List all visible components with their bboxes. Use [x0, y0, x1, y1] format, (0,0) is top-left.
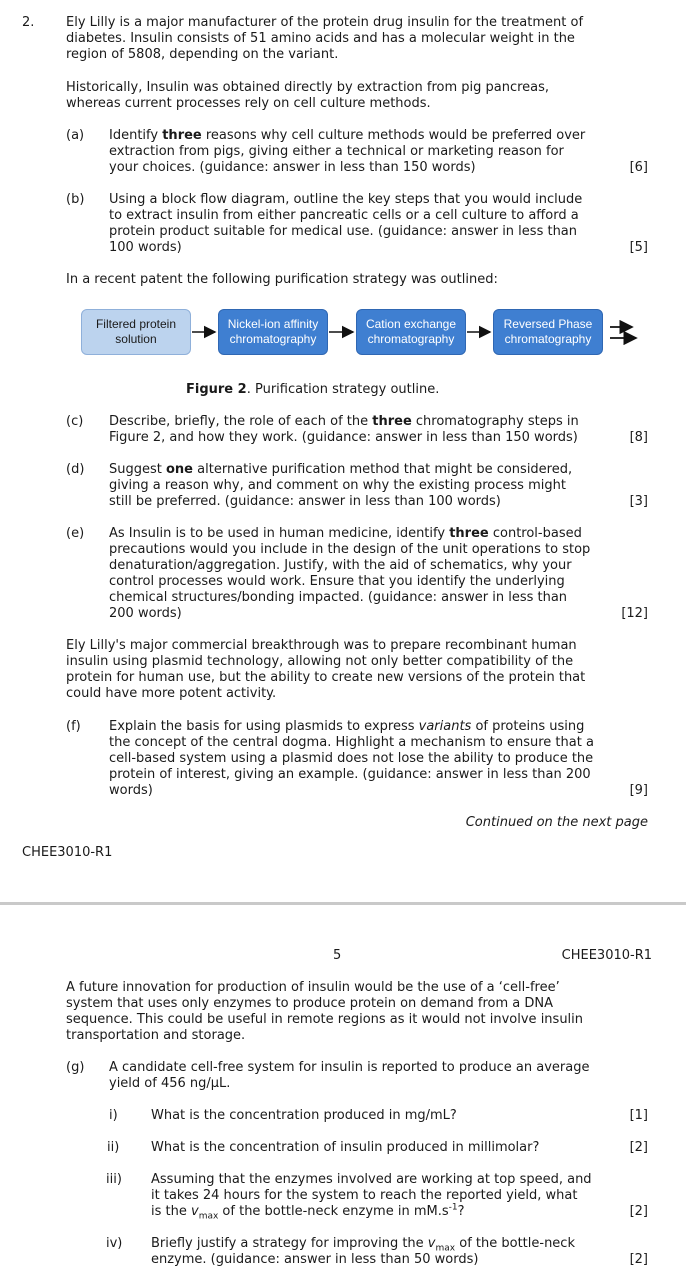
history-paragraph	[66, 80, 549, 112]
patent-line: In a recent patent the following purification strategy was outlined:	[66, 272, 498, 287]
part-g-text: A candidate cell-free system for insulin is reported to produce an average yield of 456 ng/μL.	[109, 1060, 590, 1091]
part-c-label: (c)	[66, 414, 84, 429]
intro-paragraph	[66, 15, 583, 63]
sub-i-marks: [1]	[629, 1108, 648, 1123]
part-b-label: (b)	[66, 192, 85, 207]
sub-iii-text: Assuming that the enzymes involved are working at top speed, and it takes 24 hours for the system to reach the reported yield, what is the $v_{max}$ of the bottle-neck enzyme in $mM.s^{-1}$?	[151, 1172, 592, 1222]
part-a-label: (a)	[66, 128, 85, 143]
sub-iii-marks: [2]	[629, 1204, 648, 1219]
part-g-label: (g)	[66, 1060, 85, 1075]
sub-iv-label: iv)	[106, 1236, 123, 1251]
part-f-marks: [9]	[629, 783, 648, 798]
sub-i-text: What is the concentration produced in mg/mL?	[151, 1108, 457, 1123]
part-e-marks: [12]	[621, 606, 648, 621]
continued-note: Continued on the next page	[465, 815, 648, 830]
footer-course-code: CHEE3010-R1	[22, 845, 113, 860]
figure-caption: Figure 2. Purification strategy outline.	[186, 382, 440, 397]
page-divider	[0, 902, 686, 905]
question-number: 2.	[22, 15, 35, 30]
sub-ii-label: ii)	[107, 1140, 120, 1155]
part-f-text: Explain the basis for using plasmids to express variants of proteins using the concept of the central dogma. Highlight a mechanism to ensure that a cell-based system using a plasmid does not lose the ability to produce the protein of interest, giving an example. (guidance: answer in less than 200 words)	[109, 719, 594, 798]
part-d-text: Suggest one alternative purification method that might be considered, giving a reason why, and comment on why the existing process might still be preferred. (guidance: answer in less than 100 words)	[109, 462, 573, 509]
part-c-text: Describe, briefly, the role of each of the three chromatography steps in Figure 2, and how they work. (guidance: answer in less than 150 words)	[109, 414, 579, 445]
part-b-text: Using a block flow diagram, outline the key steps that you would include to extract insulin from either pancreatic cells or a cell culture to afford a protein product suitable for medical use. (guidance: answer in less than 100 words)	[109, 192, 583, 255]
part-d-marks: [3]	[629, 494, 648, 509]
intro-line: diabetes. Insulin consists of 51 amino acids and has a molecular weight in the	[66, 31, 575, 46]
header-course-code: CHEE3010-R1	[561, 948, 652, 963]
flow-arrows	[0, 300, 686, 364]
flow-box-cation-exchange: Cation exchange chromatography	[356, 309, 466, 355]
part-a-marks: [6]	[629, 160, 648, 175]
part-b-marks: [5]	[629, 240, 648, 255]
future-paragraph: A future innovation for production of insulin would be the use of a ‘cell-free’ system that uses only enzymes to produce protein on demand from a DNA sequence. This could be useful in remote regions as it would not involve insulin transportation and storage.	[66, 980, 584, 1043]
sub-i-label: i)	[109, 1108, 118, 1123]
flow-box-reversed-phase: Reversed Phase chromatography	[493, 309, 603, 355]
breakthrough-paragraph: Ely Lilly's major commercial breakthrough was to prepare recombinant human insulin using plasmid technology, allowing not only better compatibility of the protein for human use, but the ability to create new versions of the protein that could have more potent activity.	[66, 638, 586, 701]
part-f-label: (f)	[66, 719, 81, 734]
flow-box-nickel-affinity: Nickel-ion affinity chromatography	[218, 309, 328, 355]
sub-iii-label: iii)	[106, 1172, 122, 1187]
history-line: whereas current processes rely on cell culture methods.	[66, 96, 431, 111]
part-a-text: Identify three reasons why cell culture methods would be preferred over extraction from pigs, giving either a technical or marketing reason for your choices. (guidance: answer in less than 150 words)	[109, 128, 586, 175]
flow-box-filtered-protein: Filtered protein solution	[81, 309, 191, 355]
part-c-marks: [8]	[629, 430, 648, 445]
part-e-text: As Insulin is to be used in human medicine, identify three control-based precautions would you include in the design of the unit operations to stop denaturation/aggregation. Justify, with the aid of schematics, why your control processes would work. Ensure that you identify the underlying chemical structures/bonding impacted. (guidance: answer in less than 200 words)	[109, 526, 591, 621]
part-d-label: (d)	[66, 462, 85, 477]
history-line: Historically, Insulin was obtained directly by extraction from pig pancreas,	[66, 80, 550, 95]
intro-line: Ely Lilly is a major manufacturer of the protein drug insulin for the treatment of	[66, 15, 584, 30]
intro-line: region of 5808, depending on the variant.	[66, 47, 339, 62]
page-number: 5	[333, 948, 342, 963]
sub-iv-marks: [2]	[629, 1252, 648, 1267]
sub-ii-text: What is the concentration of insulin produced in millimolar?	[151, 1140, 540, 1155]
part-e-label: (e)	[66, 526, 85, 541]
sub-iv-text: Briefly justify a strategy for improving the $v_{max}$ of the bottle-neck enzyme. (guidance: answer in less than 50 words)	[151, 1236, 575, 1267]
sub-ii-marks: [2]	[629, 1140, 648, 1155]
